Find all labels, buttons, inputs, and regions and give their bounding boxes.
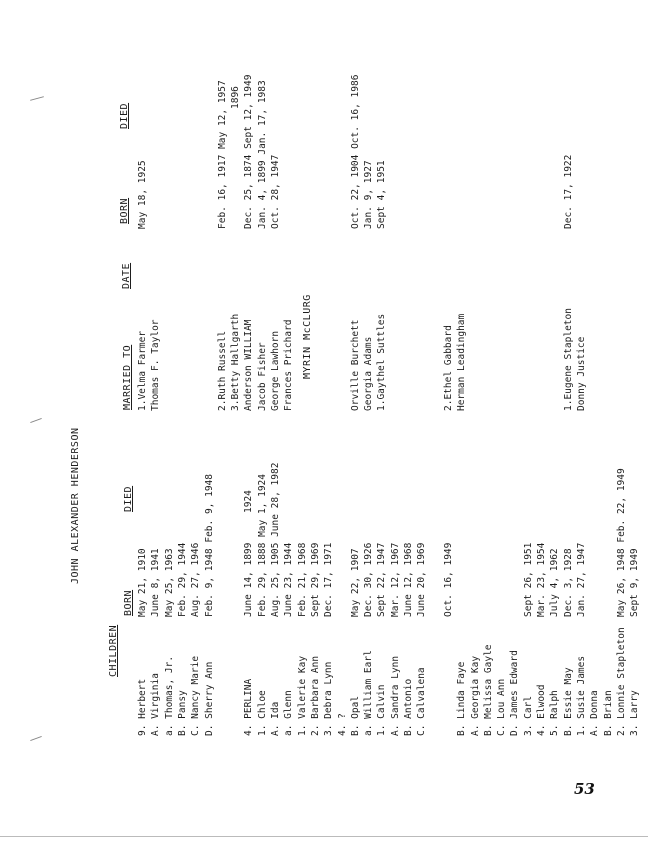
child-name: A. Virginia	[150, 673, 162, 736]
child-name: C. Nancy Marie	[190, 655, 202, 736]
born-date: Mar. 23, 1954	[536, 542, 547, 617]
spouse-name: Jacob Fisher	[256, 342, 268, 411]
born-header: BORN	[123, 589, 134, 616]
child-name: B. Brian	[602, 690, 614, 736]
born2-header: BORN	[119, 197, 130, 224]
child-name: C. Calvalena	[416, 667, 428, 736]
born-date: Dec. 17, 1971	[323, 542, 335, 617]
died-date: 1924	[243, 490, 255, 513]
child-name: a. Glenn	[283, 690, 295, 736]
born-date: Dec. 30, 1926	[363, 542, 375, 617]
child-name: B. Pansy	[176, 690, 188, 736]
born-date: Aug. 27, 1946	[190, 542, 202, 617]
child-name: 1. Susie James	[575, 655, 587, 736]
born-date: Oct. 16, 1949	[442, 542, 454, 617]
born-date: Feb. 29, 1888 May 1, 1924	[256, 474, 268, 617]
spouse-name: 3.Betty Hallgarth	[230, 313, 242, 411]
spouse-name: 2.Ethel Gabbard	[442, 325, 454, 411]
born-date: May 22, 1907	[349, 548, 361, 617]
spouse-name: 1.Velma Farmer	[137, 330, 148, 411]
child-name: 1. Valerie Kay	[296, 655, 308, 736]
born-date: Feb. 21, 1968	[296, 542, 308, 617]
child-name: 1. Calvin	[376, 684, 388, 736]
spouse-name: 1.Eugene Stapleton	[562, 308, 574, 411]
born-date: July 4, 1962	[549, 548, 561, 617]
spouse-born-date: Oct. 22, 1904 Oct. 16, 1986	[349, 74, 361, 229]
spouse-born-date: Dec. 25, 1874 Sept 12, 1949	[243, 74, 255, 229]
born-date: June 8, 1941	[150, 548, 162, 617]
spouse-name: Anderson WILLIAM	[243, 319, 255, 411]
child-name: 9. Herbert	[137, 678, 148, 736]
scan-edge	[0, 836, 648, 837]
child-name: 4. PERLINA	[243, 678, 255, 736]
born-date: June 20, 1969	[416, 542, 428, 617]
spouse-name: Frances Prichard	[283, 319, 295, 411]
child-name: B. Opal	[349, 695, 361, 736]
spouse-born-date: Oct. 28, 1947	[270, 154, 281, 229]
spouse-name: Herman Leadingham	[456, 313, 468, 411]
child-name: A. Ida	[270, 701, 281, 736]
born-date: Sept 26, 1951	[522, 542, 534, 617]
child-name: 1. Chloe	[256, 690, 268, 736]
spouse-name: 2.Ruth Russell	[216, 330, 228, 411]
children-header: CHILDREN	[108, 624, 119, 677]
spouse-born-date: Feb. 16, 1917 May 12, 1957	[216, 80, 228, 229]
page-number: 53	[574, 780, 595, 798]
born-date: June 12, 1968	[403, 542, 414, 617]
spouse-born-date: Dec. 17, 1922	[562, 154, 574, 229]
spouse-name: Donny Justice	[575, 336, 587, 411]
married-to-header: MARRIED TO	[122, 344, 133, 410]
born-date: June 14, 1899	[243, 542, 255, 617]
born-date: Aug. 25, 1905 June 28, 1982	[270, 462, 281, 617]
child-name: A. Donna	[589, 690, 601, 736]
child-name: 2. Lonnie Stapleton	[615, 627, 627, 736]
spouse-name: George Lawhorn	[270, 330, 281, 411]
child-name: a. William Earl	[363, 650, 375, 736]
spouse-born-date: Jan. 4, 1899 Jan. 17, 1983	[256, 80, 268, 229]
child-name: 4. ?	[336, 713, 348, 736]
spouse-died-date: 1896	[230, 86, 242, 109]
child-name: 4. Elwood	[536, 684, 547, 736]
child-name: C. Lou Ann	[496, 678, 508, 736]
born-date: Sept 9, 1949	[629, 548, 641, 617]
born-date: Sept 29, 1969	[309, 542, 321, 617]
child-name: A. Sandra Lynn	[389, 655, 401, 736]
child-name: B. Linda Faye	[456, 661, 468, 736]
child-name: B. Melissa Gayle	[482, 644, 494, 736]
born-date: May 26, 1948 Feb. 22, 1949	[615, 468, 627, 617]
spouse-born-date: Sept 4, 1951	[376, 160, 388, 229]
born-date: May 21, 1910	[137, 548, 148, 617]
child-name: A. Georgia Kay	[469, 655, 481, 736]
spouse-born-date: May 18, 1925	[137, 160, 148, 229]
spouse-name: Thomas F. Taylor	[150, 319, 162, 411]
child-name: B. Essie May	[562, 667, 574, 736]
child-name: 3. Carl	[522, 695, 534, 736]
family-right-title: MYRIN McCLURG	[302, 294, 313, 379]
spouse-name: Georgia Adams	[363, 336, 375, 411]
born-date: May 25, 1963	[163, 548, 175, 617]
child-name: D. Sherry Ann	[203, 661, 215, 736]
child-name: 3. Larry	[629, 690, 641, 736]
died-header: DIED	[123, 485, 134, 512]
born-date: Feb. 29, 1944	[176, 542, 188, 617]
spouse-born-date: Jan. 9, 1927	[363, 160, 375, 229]
born-date: Feb. 9, 1948 Feb. 9, 1948	[203, 474, 215, 617]
born-date: June 23, 1944	[283, 542, 295, 617]
spouse-name: Orville Burchett	[349, 319, 361, 411]
child-name: a. Thomas, Jr.	[163, 655, 175, 736]
born-date: Sept 22, 1947	[376, 542, 388, 617]
died2-header: DIED	[119, 102, 130, 129]
family-left-title: JOHN ALEXANDER HENDERSON	[70, 427, 81, 584]
child-name: 2. Barbara Ann	[309, 655, 321, 736]
born-date: Mar. 12, 1967	[389, 542, 401, 617]
child-name: 5. Ralph	[549, 690, 561, 736]
born-date: Dec. 3, 1928	[562, 548, 574, 617]
child-name: D. James Edward	[509, 650, 521, 736]
child-name: 3. Debra Lynn	[323, 661, 335, 736]
born-date: Jan. 27, 1947	[575, 542, 587, 617]
child-name: B. Antonio	[403, 678, 414, 736]
spouse-name: 1.Gaythel Suttles	[376, 313, 388, 411]
date-header: DATE	[121, 262, 132, 289]
